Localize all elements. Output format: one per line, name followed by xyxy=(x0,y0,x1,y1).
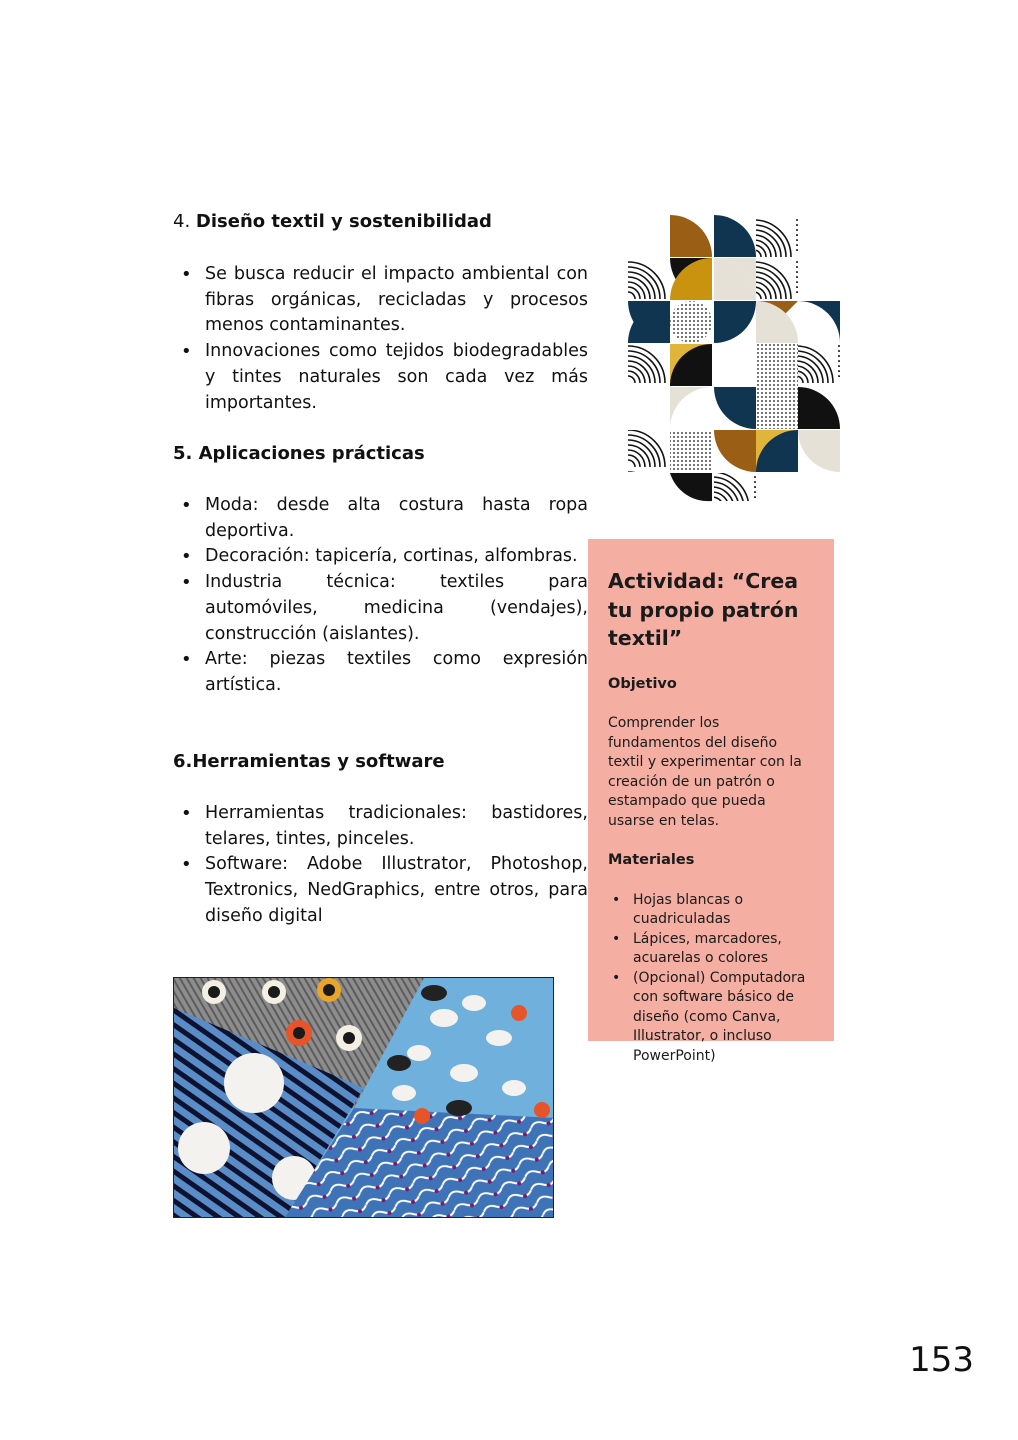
page-number: 153 xyxy=(909,1340,974,1380)
section-6-heading xyxy=(173,750,445,774)
section-6-title: 6.Herramientas y software xyxy=(173,751,445,772)
list-item: • Moda: desde alta costura hasta ropa deportiva. xyxy=(173,493,588,544)
section-4-number: 4. xyxy=(173,211,191,232)
list-item: • Herramientas tradicionales: bastidores, telares, tintes, pinceles. xyxy=(173,801,588,852)
list-item: • Arte: piezas textiles como expresión artística. xyxy=(173,647,588,698)
list-item: • Decoración: tapicería, cortinas, alfombras. xyxy=(173,544,588,570)
list-item: • Software: Adobe Illustrator, Photoshop, Textronics, NedGraphics, entre otros, para diseño digital xyxy=(173,852,588,929)
section-5-title: 5. Aplicaciones prácticas xyxy=(173,443,425,464)
objective-text: Comprender los fundamentos del diseño textil y experimentar con la creación de un patrón o estampado que pueda usarse en telas. xyxy=(608,715,802,829)
fabric-collage-image xyxy=(173,977,554,1218)
activity-box xyxy=(588,539,834,1064)
objective-label: Objetivo xyxy=(608,675,677,692)
materials-label: Materiales xyxy=(608,852,695,868)
section-4-list xyxy=(173,262,588,416)
list-item: • Se busca reducir el impacto ambiental con fibras orgánicas, recicladas y procesos menos contaminantes. xyxy=(173,262,588,339)
section-5-heading xyxy=(173,442,425,466)
list-item: • Hojas blancas o cuadriculadas xyxy=(608,891,816,930)
section-4-heading xyxy=(173,210,492,234)
section-5-list xyxy=(173,493,588,699)
list-item: • Industria técnica: textiles para automóviles, medicina (vendajes), construcción (aislantes). xyxy=(173,570,588,647)
activity-title: Actividad: “Crea tu propio patrón textil” xyxy=(608,569,799,650)
section-6-list xyxy=(173,801,588,930)
geometric-pattern-illustration xyxy=(628,215,842,502)
section-4-title: Diseño textil y sostenibilidad xyxy=(195,211,492,232)
list-item: • Innovaciones como tejidos biodegradables y tintes naturales son cada vez más importantes. xyxy=(173,339,588,416)
list-item: • (Opcional) Computadora con software básico de diseño (como Canva, Illustrator, o incluso PowerPoint) xyxy=(608,969,816,1067)
materials-list xyxy=(608,891,816,1067)
list-item: • Lápices, marcadores, acuarelas o colores xyxy=(608,930,816,969)
